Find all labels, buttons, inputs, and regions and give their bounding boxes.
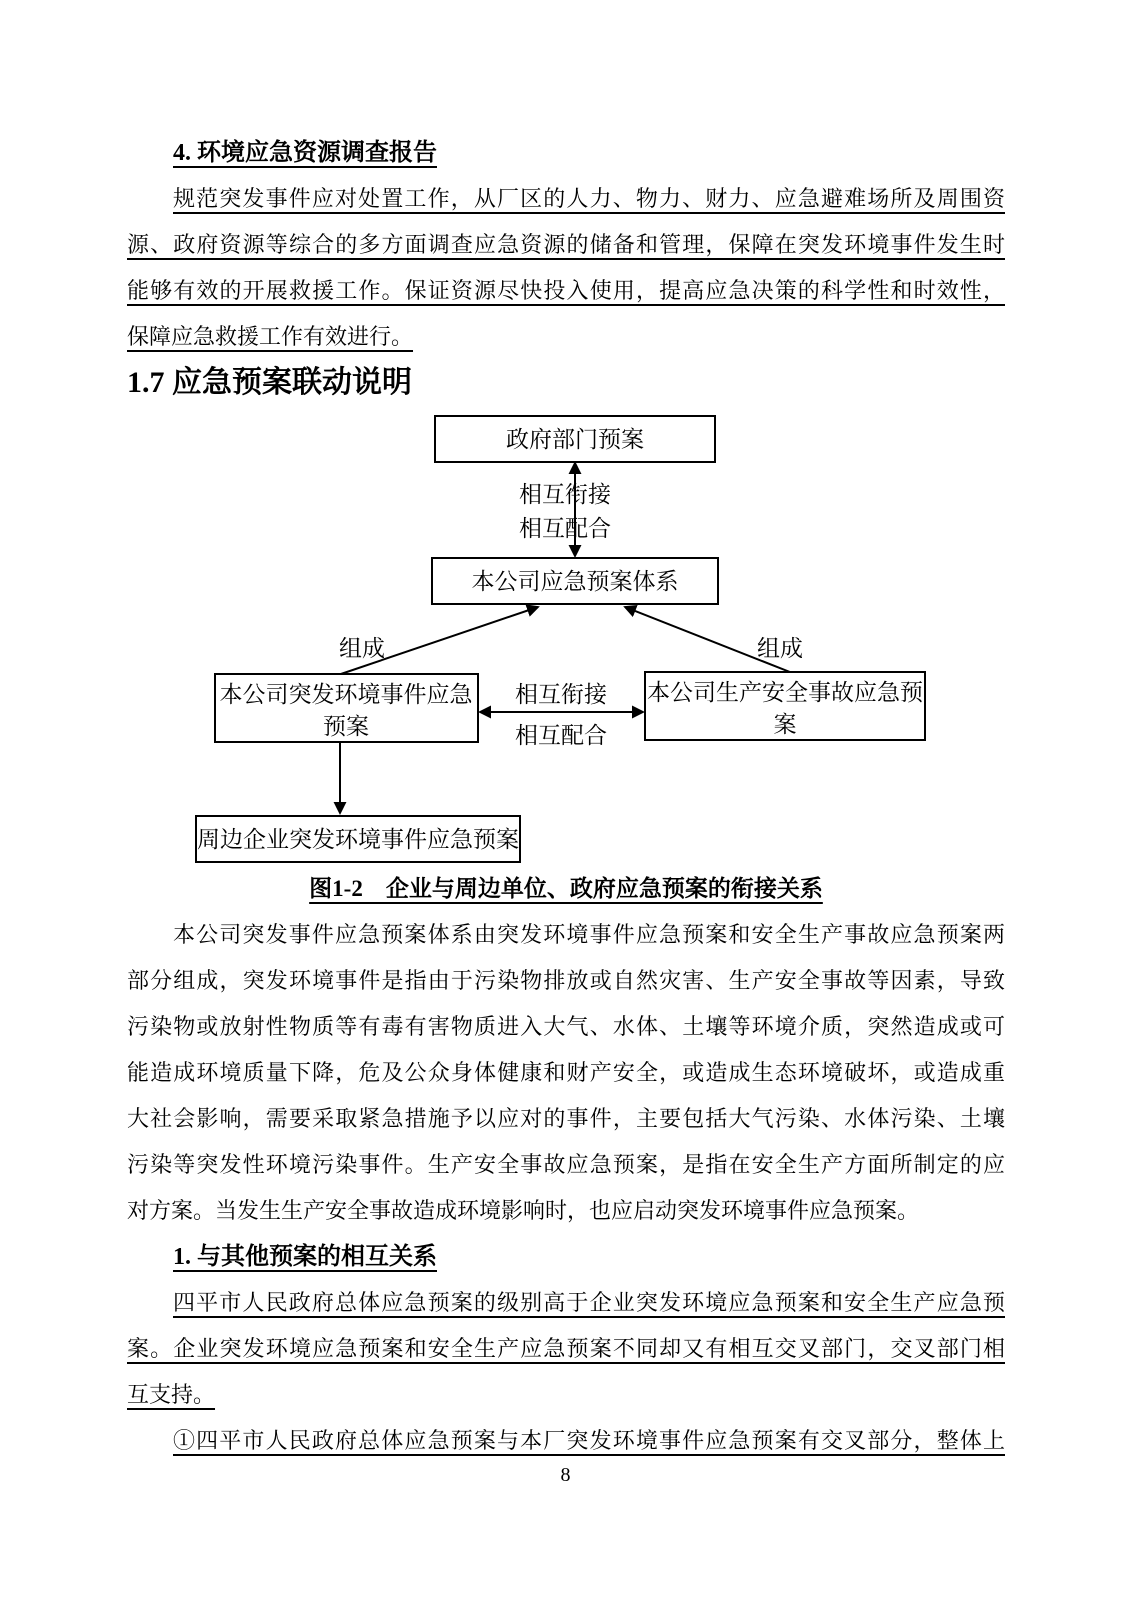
company-safety-accident-plan-line1: 本公司生产安全事故应急预: [647, 680, 923, 705]
paragraph3-line-2: 案。企业突发环境应急预案和安全生产应急预案不同却又有相互交叉部门，交叉部门相: [127, 1336, 1005, 1361]
top-link-label-1: 相互衔接: [519, 482, 611, 507]
paragraph3-line-3: 互支持。: [127, 1382, 216, 1407]
paragraph1-line-1: 规范突发事件应对处置工作，从厂区的人力、物力、财力、应急避难场所及周围资: [173, 186, 1005, 211]
emergency-plan-linkage-diagram: [0, 406, 1131, 866]
company-plan-system-box-label: 本公司应急预案体系: [471, 569, 679, 594]
note-line: ①四平市人民政府总体应急预案与本厂突发环境事件应急预案有交叉部分，整体上: [173, 1428, 1005, 1453]
figure-caption: 图1-2 企业与周边单位、政府应急预案的衔接关系: [309, 876, 823, 901]
paragraph2-line-6: 污染等突发性环境污染事件。生产安全事故应急预案，是指在安全生产方面所制定的应: [127, 1152, 1005, 1177]
paragraph2-line-5: 大社会影响，需要采取紧急措施予以应对的事件，主要包括大气污染、水体污染、土壤: [127, 1106, 1005, 1131]
paragraph2-line-3: 污染物或放射性物质等有毒有害物质进入大气、水体、土壤等环境介质，突然造成或可: [127, 1014, 1005, 1039]
top-link-label-2: 相互配合: [519, 516, 611, 541]
neighbor-enterprise-plan-label: 周边企业突发环境事件应急预案: [197, 827, 519, 852]
page-number: 8: [560, 1464, 571, 1486]
paragraph1-line-2: 源、政府资源等综合的多方面调查应急资源的储备和管理，保障在突发环境事件发生时: [127, 232, 1005, 257]
paragraph2-line-4: 能造成环境质量下降，危及公众身体健康和财产安全，或造成生态环境破坏，或造成重: [127, 1060, 1005, 1085]
mid-link-label-1: 相互衔接: [515, 682, 607, 707]
paragraph1-line-3: 能够有效的开展救援工作。保证资源尽快投入使用，提高应急决策的科学性和时效性，: [127, 278, 1005, 303]
section4-heading: 4. 环境应急资源调查报告: [173, 140, 437, 166]
paragraph2-line-7: 对方案。当发生生产安全事故造成环境影响时，也应启动突发环境事件应急预案。: [127, 1198, 920, 1223]
paragraph2-line-2: 部分组成，突发环境事件是指由于污染物排放或自然灾害、生产安全事故等因素，导致: [127, 968, 1005, 993]
company-env-incident-plan-line2: 预案: [323, 714, 369, 739]
compose-label-right: 组成: [757, 636, 803, 661]
company-safety-accident-plan-line2: 案: [773, 712, 797, 737]
company-env-incident-plan-line1: 本公司突发环境事件应急: [219, 682, 473, 707]
paragraph3-line-1: 四平市人民政府总体应急预案的级别高于企业突发环境应急预案和安全生产应急预: [173, 1290, 1005, 1315]
section17-heading: 1.7 应急预案联动说明: [127, 366, 412, 399]
section-rel-heading: 1. 与其他预案的相互关系: [173, 1244, 437, 1270]
paragraph2-line-1: 本公司突发事件应急预案体系由突发环境事件应急预案和安全生产事故应急预案两: [173, 922, 1005, 947]
paragraph1-line-4: 保障应急救援工作有效进行。: [127, 324, 414, 349]
government-plan-box-label: 政府部门预案: [506, 427, 644, 452]
mid-link-label-2: 相互配合: [515, 723, 607, 748]
compose-label-left: 组成: [339, 636, 385, 661]
